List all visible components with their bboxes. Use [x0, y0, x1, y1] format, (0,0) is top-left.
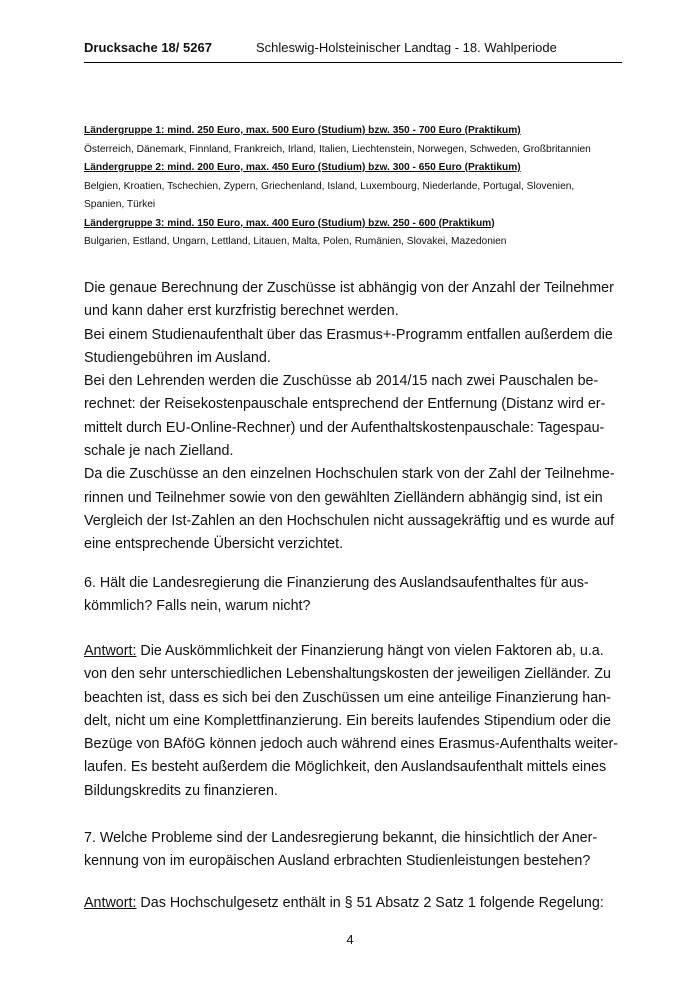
parliament-title: Schleswig-Holsteinischer Landtag - 18. Wahlperiode — [256, 40, 557, 55]
text-line: rechnet: der Reisekostenpauschale entsprechend der Entfernung (Distanz wird er- — [84, 396, 606, 413]
text-line: 6. Hält die Landesregierung die Finanzierung des Auslandsaufenthaltes für aus- — [84, 575, 589, 591]
answer-6 — [84, 640, 624, 803]
text-line: Bei einem Studienaufenthalt über das Erasmus+-Programm entfallen außerdem die — [84, 326, 613, 343]
text-line: Bildungskredits zu finanzieren. — [84, 782, 278, 799]
text-line: Bei den Lehrenden werden die Zuschüsse ab 2014/15 nach zwei Pauschalen be- — [84, 373, 599, 390]
country-list-line: Bulgarien, Estland, Ungarn, Lettland, Litauen, Malta, Polen, Rumänien, Slovakei, Mazedonien — [84, 236, 507, 247]
text-line: kennung von im europäischen Ausland erbrachten Studienleistungen bestehen? — [84, 853, 591, 870]
country-group-heading: Ländergruppe 3: mind. 150 Euro, max. 400 Euro (Studium) bzw. 250 - 600 (Praktikum) — [84, 217, 495, 229]
country-group-heading: Ländergruppe 2: mind. 200 Euro, max. 450 Euro (Studium) bzw. 300 - 650 Euro (Praktikum) — [84, 162, 521, 173]
text-line: Die genaue Berechnung der Zuschüsse ist abhängig von der Anzahl der Teilnehmer — [84, 280, 614, 296]
text-line: mittelt durch EU-Online-Rechner) und der Aufenthaltskostenpauschale: Tagespau- — [84, 419, 605, 436]
answer-label: Antwort: — [84, 643, 137, 659]
text-line: rinnen und Teilnehmer sowie von den gewählten Zielländern abhängig sind, ist ein — [84, 489, 603, 506]
question-7 — [84, 827, 624, 874]
page-header — [84, 38, 622, 63]
question-6 — [84, 572, 624, 619]
text-line: von den sehr unterschiedlichen Lebenshaltungskosten der jeweiligen Zielländer. Zu — [84, 666, 611, 683]
text-line — [84, 640, 624, 663]
text-line: schale je nach Zielland. — [84, 443, 234, 460]
text-line: und kann daher erst kurzfristig berechnet werden. — [84, 303, 399, 320]
text-line: beachten ist, dass es sich bei den Zuschüssen um eine anteilige Finanzierung han- — [84, 689, 611, 706]
text-line: eine entsprechende Übersicht verzichtet. — [84, 536, 344, 553]
text-line: Da die Zuschüsse an den einzelnen Hochschulen stark von der Zahl der Teilnehme- — [84, 466, 615, 483]
text-line: Bezüge von BAföG können jedoch auch während eines Erasmus-Aufenthalts weiter- — [84, 736, 619, 753]
text-line: 7. Welche Probleme sind der Landesregierung bekannt, die hinsichtlich der Aner- — [84, 830, 598, 846]
page-number: 4 — [346, 932, 354, 947]
answer-text: Das Hochschulgesetz enthält in § 51 Absatz 2 Satz 1 folgende Regelung: — [136, 895, 604, 911]
text-line: delt, nicht um eine Komplettfinanzierung. Ein bereits laufendes Stipendium oder die — [84, 712, 611, 729]
text-line: laufen. Es besteht außerdem die Möglichkeit, den Auslandsaufenthalt mittels eines — [84, 759, 607, 776]
text-line: kömmlich? Falls nein, warum nicht? — [84, 598, 311, 615]
answer-text: Die Auskömmlichkeit der Finanzierung hängt von vielen Faktoren ab, u.a. — [136, 643, 604, 659]
country-groups — [84, 122, 629, 252]
document-number: Drucksache 18/ 5267 — [84, 40, 212, 55]
text-line: Vergleich der Ist-Zahlen an den Hochschulen nicht aussagekräftig und es wurde auf — [84, 512, 615, 529]
country-list-line: Spanien, Türkei — [84, 199, 156, 210]
answer-7 — [84, 892, 624, 915]
answer-label: Antwort: — [84, 895, 137, 911]
explanation-paragraph — [84, 277, 624, 557]
country-list-line: Belgien, Kroatien, Tschechien, Zypern, Griechenland, Island, Luxembourg, Niederlande, Portugal, Slovenien, — [84, 180, 575, 192]
text-line: Studiengebühren im Ausland. — [84, 349, 271, 366]
country-list-line: Österreich, Dänemark, Finnland, Frankreich, Irland, Italien, Liechtenstein, Norwegen, Schweden, Großbritannien — [84, 143, 591, 155]
country-group-heading: Ländergruppe 1: mind. 250 Euro, max. 500 Euro (Studium) bzw. 350 - 700 Euro (Praktikum) — [84, 125, 521, 136]
text-line — [84, 892, 624, 915]
